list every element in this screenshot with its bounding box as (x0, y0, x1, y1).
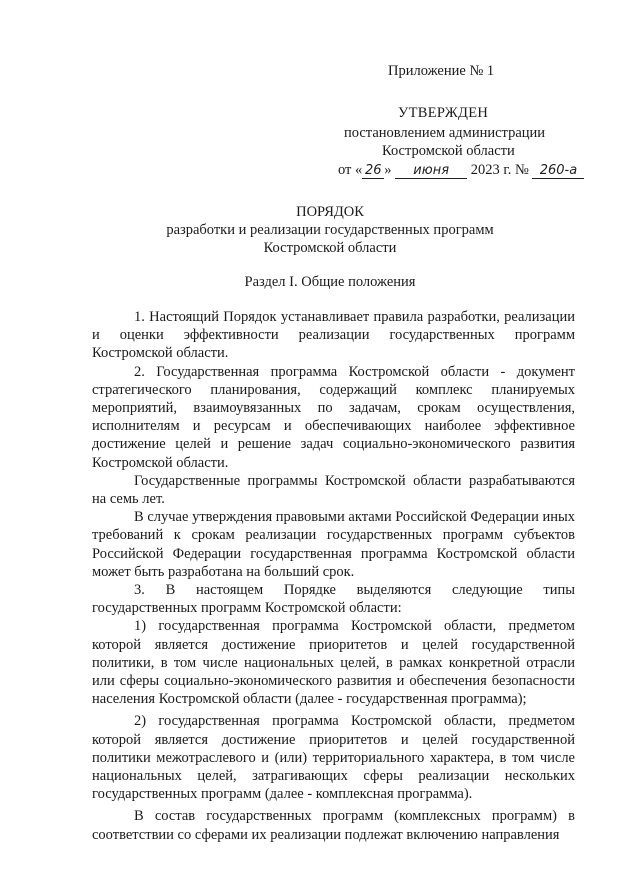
handwritten-month: июня (395, 163, 467, 179)
title-line-2: разработки и реализации государственных программ (166, 222, 494, 238)
paragraph-3: Государственные программы Костромской области разрабатываются на семь лет. (92, 472, 575, 508)
paragraph-2: 2. Государственная программа Костромской области - документ стратегического планирования, содержащий комплекс планируемых мероприятий, взаимоувязанных по задачам, срокам осуществления, исполнителям и ресурсам и обеспечивающих наиболее эффективное достижение целей и решение задач социально-экономического развития Костромской области. (92, 363, 575, 471)
annex-label: Приложение № 1 (388, 63, 495, 79)
paragraph-1: 1. Настоящий Порядок устанавливает правила разработки, реализации и оценки эффективности реализации государственных программ Костромской области. (92, 309, 575, 362)
approved-stamp: УТВЕРЖДЕН (398, 105, 489, 121)
title-line-1: ПОРЯДОК (296, 204, 364, 220)
document-title (90, 203, 570, 257)
handwritten-decree-number: 260-а (532, 163, 584, 179)
paragraph-5: 3. В настоящем Порядке выделяются следующие типы государственных программ Костромской области: (92, 582, 575, 617)
paragraph-6: 1) государственная программа Костромской области, предметом которой является достижение приоритетов и целей государственной политики, в том числе национальных целей, в рамках конкретной отрасли или сферы социально-экономического развития и обеспечения безопасности населения Костромской области (далее - государственная программа); (92, 618, 575, 708)
region-text: Костромской области (382, 143, 515, 159)
title-line-3: Костромской области (263, 240, 397, 256)
paragraph-4: В случае утверждения правовыми актами Российской Федерации иных требований к срокам реализации государственных программ субъектов Российской Федерации государственная программа Костромской области может быть разработана на больший срок. (92, 509, 575, 580)
date-year: 2023 г. № (470, 162, 529, 178)
section-heading: Раздел I. Общие положения (244, 274, 416, 290)
approved-by-text: постановлением администрации (344, 125, 546, 141)
date-prefix: от « (338, 162, 363, 178)
paragraph-7: 2) государственная программа Костромской области, предметом которой является достижение приоритетов и целей государственной политики межотраслевого и (или) территориального характера, в том числе национальных целей, затрагивающих сферы реализации нескольких государственных программ (далее - комплексная программа). (92, 713, 575, 803)
handwritten-day: 26 (362, 163, 384, 179)
document-body (92, 308, 575, 844)
paragraph-8: В состав государственных программ (комплексных программ) в соответствии со сферами их реализации подлежат включению направления (92, 808, 575, 843)
date-mid: » (384, 162, 392, 178)
decree-date-line (338, 161, 584, 180)
